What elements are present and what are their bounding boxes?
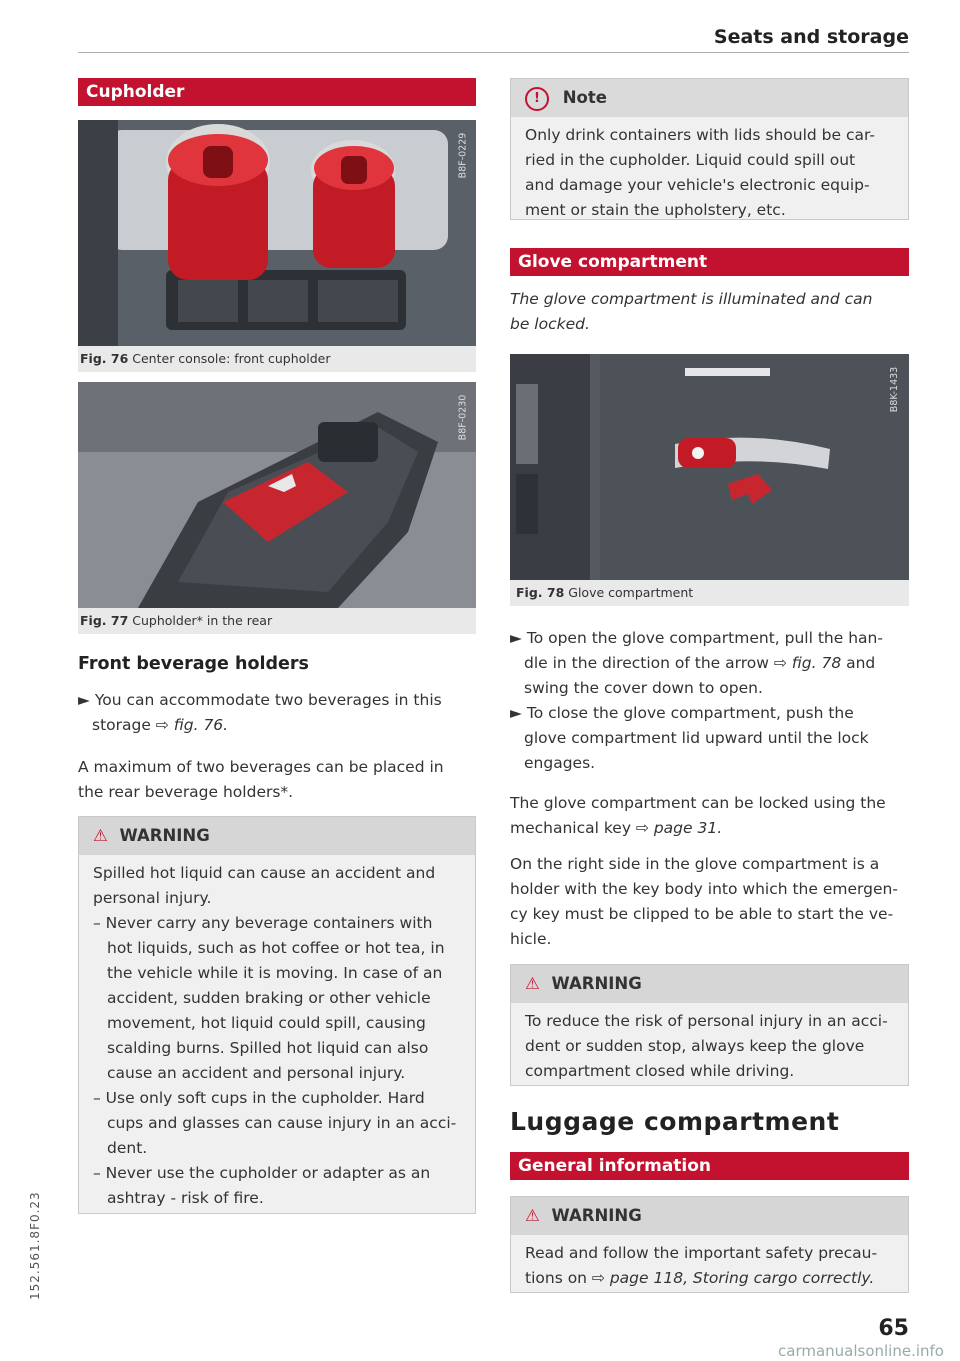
section-title-cupholder: Cupholder: [78, 78, 476, 106]
warning-title: WARNING: [551, 974, 642, 993]
note-header: [511, 79, 908, 117]
warning-icon: ⚠: [93, 826, 108, 845]
text-line: The glove compartment is illuminated and can: [510, 290, 873, 308]
subheading-front-beverage-holders: Front beverage holders: [78, 654, 309, 674]
warning-header: [511, 1197, 908, 1235]
warning-line: compartment closed while driving.: [525, 1062, 795, 1080]
bullet-text: and: [841, 654, 876, 672]
warning-title: WARNING: [119, 826, 210, 845]
text-line: the rear beverage holders*.: [78, 783, 294, 801]
bullet-text: engages.: [524, 754, 596, 772]
note-icon: !: [525, 87, 549, 111]
bullet-item: [78, 688, 476, 738]
warning-line: the vehicle while it is moving. In case of an: [107, 964, 443, 982]
bullet-text: glove compartment lid upward until the lock: [524, 729, 869, 747]
running-header: Seats and storage: [713, 26, 909, 48]
warning-line: ashtray - risk of fire.: [107, 1189, 264, 1207]
figure-78-caption: [510, 580, 909, 600]
warning-title: WARNING: [551, 1206, 642, 1225]
bullet-text: swing the cover down to open.: [524, 679, 763, 697]
section-title-glove-compartment: Glove compartment: [510, 248, 909, 276]
figure-76-caption: [78, 346, 476, 366]
bullet-icon: ►: [510, 704, 527, 722]
figure-78: [510, 354, 909, 606]
warning-icon: ⚠: [525, 974, 540, 993]
figure-label: Fig. 77: [80, 613, 129, 628]
figure-code: B8K-1433: [889, 366, 901, 413]
text-line: A maximum of two beverages can be placed in: [78, 758, 444, 776]
page-ref-link[interactable]: page 118, Storing cargo correctly.: [609, 1269, 875, 1287]
figure-label: Fig. 76: [80, 351, 129, 366]
warning-line: tions on ⇨: [525, 1269, 610, 1287]
text-line: The glove compartment can be locked using the: [510, 794, 886, 812]
text-line: On the right side in the glove compartment is a: [510, 855, 880, 873]
glove-compartment-illustration: [510, 354, 909, 580]
figure-ref-link[interactable]: fig. 78: [791, 654, 842, 672]
figure-76: [78, 120, 476, 372]
warning-line: To reduce the risk of personal injury in an acci-: [525, 1012, 888, 1030]
warning-line: personal injury.: [93, 889, 212, 907]
bullet-text: To close the glove compartment, push the: [526, 704, 854, 722]
heading-luggage-compartment: Luggage compartment: [510, 1107, 840, 1136]
warning-line: Spilled hot liquid can cause an accident and: [93, 864, 436, 882]
text-line: cy key must be clipped to be able to start the ve-: [510, 905, 894, 923]
warning-line: movement, hot liquid could spill, causing: [107, 1014, 426, 1032]
bullet-icon: ►: [510, 629, 527, 647]
warning-line: Read and follow the important safety precau-: [525, 1244, 878, 1262]
figure-caption-text: Cupholder* in the rear: [132, 613, 273, 628]
paragraph: [78, 755, 476, 805]
side-document-code: 152.561.8F0.23: [28, 1191, 42, 1300]
paragraph-lock: [510, 791, 909, 841]
warning-box-glove: [510, 964, 909, 1086]
warning-line: scalding burns. Spilled hot liquid can also: [107, 1039, 429, 1057]
warning-box-luggage: [510, 1196, 909, 1293]
cupholder-rear-illustration: [78, 382, 476, 608]
watermark: carmanualsonline.info: [778, 1342, 944, 1360]
note-box: [510, 78, 909, 220]
warning-header: [79, 817, 475, 855]
bullet-list-glove: [510, 626, 909, 776]
figure-caption-text: Glove compartment: [568, 585, 694, 600]
section-title-general-information: General information: [510, 1152, 909, 1180]
warning-line: – Never use the cupholder or adapter as an: [93, 1164, 431, 1182]
note-body: [511, 117, 908, 231]
figure-caption-text: Center console: front cupholder: [132, 351, 331, 366]
warning-line: cups and glasses can cause injury in an acci-: [107, 1114, 457, 1132]
warning-line: dent or sudden stop, always keep the glove: [525, 1037, 865, 1055]
page-number: 65: [878, 1316, 909, 1341]
figure-code: B8F-0230: [457, 394, 469, 441]
warning-body: [511, 1235, 908, 1299]
figure-ref-link[interactable]: fig. 76.: [173, 716, 229, 734]
text-line: hicle.: [510, 930, 552, 948]
warning-line: – Never carry any beverage containers with: [93, 914, 433, 932]
bullet-text: storage ⇨: [92, 716, 174, 734]
note-title: Note: [562, 88, 607, 107]
warning-box-cupholder: [78, 816, 476, 1214]
page-ref-link[interactable]: page 31.: [653, 819, 723, 837]
cupholder-front-illustration: [78, 120, 476, 346]
paragraph-emergency-key: [510, 852, 909, 952]
bullet-text: You can accommodate two beverages in this: [94, 691, 442, 709]
figure-code: B8F-0229: [457, 132, 469, 179]
warning-body: [511, 1003, 908, 1092]
note-line: and damage your vehicle's electronic equip-: [525, 176, 870, 194]
figure-77-caption: [78, 608, 476, 628]
warning-line: cause an accident and personal injury.: [107, 1064, 406, 1082]
figure-label: Fig. 78: [516, 585, 565, 600]
bullet-text: dle in the direction of the arrow ⇨: [524, 654, 792, 672]
bullet-icon: ►: [78, 691, 95, 709]
warning-header: [511, 965, 908, 1003]
header-rule: [78, 52, 909, 53]
figure-77: [78, 382, 476, 634]
text-line: mechanical key ⇨: [510, 819, 654, 837]
note-line: ried in the cupholder. Liquid could spill out: [525, 151, 856, 169]
warning-line: – Use only soft cups in the cupholder. Hard: [93, 1089, 425, 1107]
text-line: be locked.: [510, 315, 590, 333]
text-line: holder with the key body into which the emergen-: [510, 880, 898, 898]
warning-icon: ⚠: [525, 1206, 540, 1225]
warning-line: accident, sudden braking or other vehicle: [107, 989, 431, 1007]
warning-line: hot liquids, such as hot coffee or hot tea, in: [107, 939, 445, 957]
glove-intro: [510, 287, 909, 337]
warning-line: dent.: [107, 1139, 148, 1157]
bullet-text: To open the glove compartment, pull the han-: [526, 629, 883, 647]
note-line: Only drink containers with lids should be car-: [525, 126, 875, 144]
warning-body: [79, 855, 475, 1219]
note-line: ment or stain the upholstery, etc.: [525, 201, 786, 219]
